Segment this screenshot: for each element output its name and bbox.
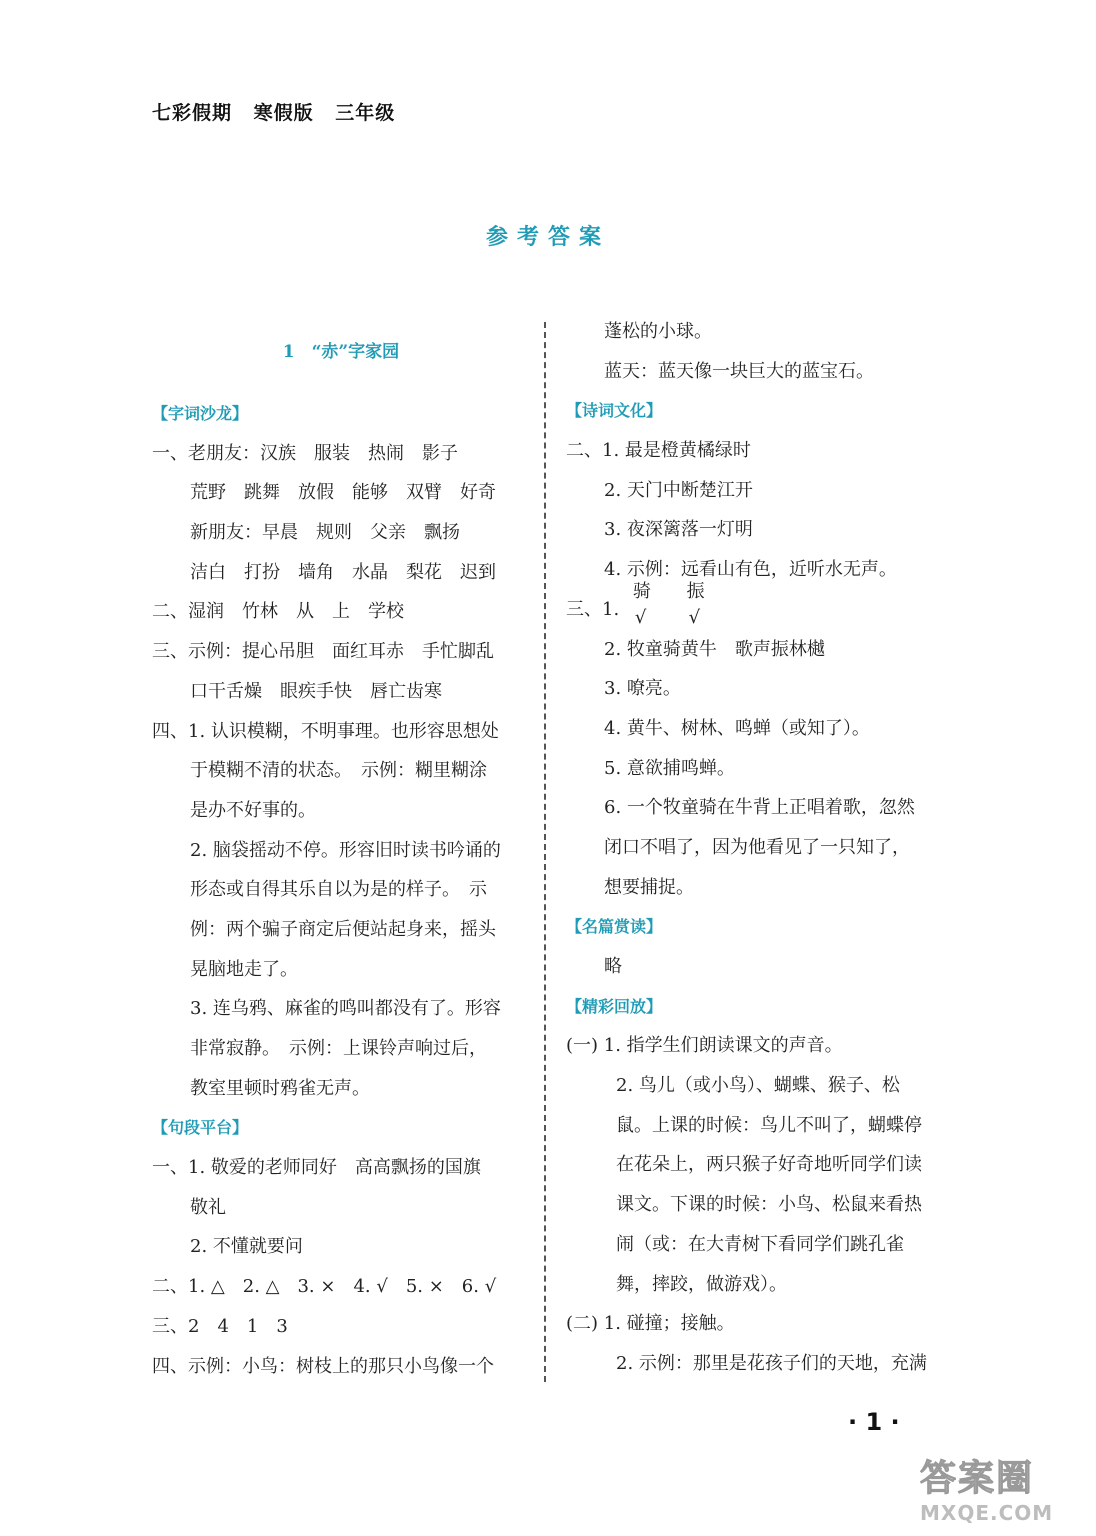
answer-line: 3. 夜深篱落一灯明 (604, 519, 753, 541)
tick-char: 骑 (632, 580, 651, 602)
header-grade: 三年级 (335, 102, 396, 124)
answer-line: 2. 不懂就要问 (190, 1236, 303, 1258)
answer-line: 于模糊不清的状态。 示例：糊里糊涂 (190, 760, 487, 782)
tick-cell (632, 580, 681, 630)
answer-line: 闹（或：在大青树下看同学们跳孔雀 (616, 1233, 904, 1255)
answer-line: 2. 牧童骑黄牛 歌声振林樾 (604, 638, 825, 660)
answer-line: 四、1. 认识模糊，不明事理。也形容思想处 (152, 720, 499, 742)
answer-line: 一、老朋友：汉族 服装 热闹 影子 (152, 442, 458, 464)
answer-line: 略 (604, 956, 622, 977)
check-mark: √ (688, 606, 701, 628)
answer-line: 三、示例：提心吊胆 面红耳赤 手忙脚乱 (152, 641, 494, 663)
answer-line: 6. 一个牧童骑在牛背上正唱着歌，忽然 (604, 797, 915, 819)
answer-line: 四、示例：小鸟：树枝上的那只小鸟像一个 (152, 1355, 494, 1377)
site-watermark (920, 1450, 1090, 1530)
right-answer-lines-b (566, 630, 946, 1384)
page-title: 参考答案 (485, 225, 610, 250)
answer-line: 2. 脑袋摇动不停。形容旧时读书吟诵的 (190, 839, 501, 861)
book-header (152, 98, 409, 125)
answer-line: 洁白 打扮 墙角 水晶 梨花 迟到 (190, 561, 496, 583)
answer-line: 3. 连乌鸦、麻雀的鸣叫都没有了。形容 (190, 998, 501, 1020)
answer-line: 闭口不唱了，因为他看见了一只知了， (604, 836, 910, 858)
left-answer-lines (152, 394, 530, 1386)
section-heading: 【名篇赏读】 (566, 917, 663, 937)
answer-line: 一、1. 敬爱的老师同好 高高飘扬的国旗 (152, 1157, 481, 1179)
answer-line: (一) 1. 指学生们朗读课文的声音。 (566, 1035, 843, 1057)
header-series: 七彩假期 (152, 102, 233, 124)
right-answer-lines-a (566, 312, 946, 590)
answer-line: 晃脑地走了。 (190, 958, 298, 980)
answer-line: 二、1. △ 2. △ 3. × 4. √ 5. × 6. √ (152, 1276, 497, 1298)
answer-line: 是办不好事的。 (190, 799, 316, 821)
answer-line: 口干舌燥 眼疾手快 唇亡齿寒 (190, 680, 442, 702)
answer-line: 形态或自得其乐自以为是的样子。 示 (190, 879, 487, 901)
answer-line: 新朋友：早晨 规则 父亲 飘扬 (190, 522, 460, 544)
section-heading: 【诗词文化】 (566, 401, 663, 421)
section-heading: 【精彩回放】 (566, 996, 663, 1016)
answer-line: 5. 意欲捕鸣蝉。 (604, 757, 735, 779)
watermark-url: MXQE.COM (920, 1501, 1054, 1525)
answer-line: 2. 天门中断楚江开 (604, 479, 753, 501)
tick-row-prefix: 三、1. (566, 598, 620, 620)
tick-cell (686, 580, 735, 630)
tick-row (566, 580, 946, 630)
lesson-title: 1 “赤”字家园 (282, 342, 400, 362)
answer-line: 蓬松的小球。 (604, 321, 712, 342)
left-column (152, 330, 530, 1386)
answer-line: 3. 嘹亮。 (604, 678, 681, 700)
column-divider (544, 322, 546, 1382)
answer-line: 2. 示例：那里是花孩子们的天地，充满 (616, 1352, 927, 1374)
answer-line: 二、1. 最是橙黄橘绿时 (566, 440, 751, 462)
answer-line: 在花朵上，两只猴子好奇地听同学们读 (616, 1154, 922, 1176)
answer-line: 鼠。上课的时候：鸟儿不叫了，蝴蝶停 (616, 1114, 922, 1136)
answer-line: (二) 1. 碰撞；接触。 (566, 1313, 735, 1335)
check-mark: √ (634, 606, 647, 628)
answer-line: 例：两个骗子商定后便站起身来，摇头 (190, 918, 496, 940)
answer-line: 敬礼 (190, 1196, 226, 1218)
answer-line: 课文。下课的时候：小鸟、松鼠来看热 (616, 1194, 922, 1216)
answer-line: 4. 示例：远看山有色，近听水无声。 (604, 559, 897, 581)
answer-line: 三、2 4 1 3 (152, 1315, 288, 1337)
answer-line: 4. 黄牛、树林、鸣蝉（或知了）。 (604, 717, 870, 739)
watermark-logo: 答案圈 (920, 1458, 1035, 1499)
right-column (566, 312, 946, 1384)
answer-line: 想要捕捉。 (604, 876, 694, 898)
answer-line: 二、湿润 竹林 从 上 学校 (152, 601, 404, 623)
answer-line: 蓝天：蓝天像一块巨大的蓝宝石。 (604, 360, 874, 382)
answer-line: 教室里顿时鸦雀无声。 (190, 1077, 370, 1099)
section-heading: 【字词沙龙】 (152, 404, 249, 423)
answer-line: 荒野 跳舞 放假 能够 双臂 好奇 (190, 482, 496, 504)
answer-line: 非常寂静。 示例：上课铃声响过后， (190, 1038, 487, 1059)
answer-line: 2. 鸟儿（或小鸟）、蝴蝶、猴子、松 (616, 1075, 900, 1097)
section-heading: 【句段平台】 (152, 1118, 249, 1138)
page-number: · 1 · (848, 1408, 900, 1436)
answer-line: 舞，摔跤，做游戏）。 (616, 1273, 787, 1295)
tick-char: 振 (686, 580, 705, 602)
header-edition: 寒假版 (253, 102, 314, 124)
